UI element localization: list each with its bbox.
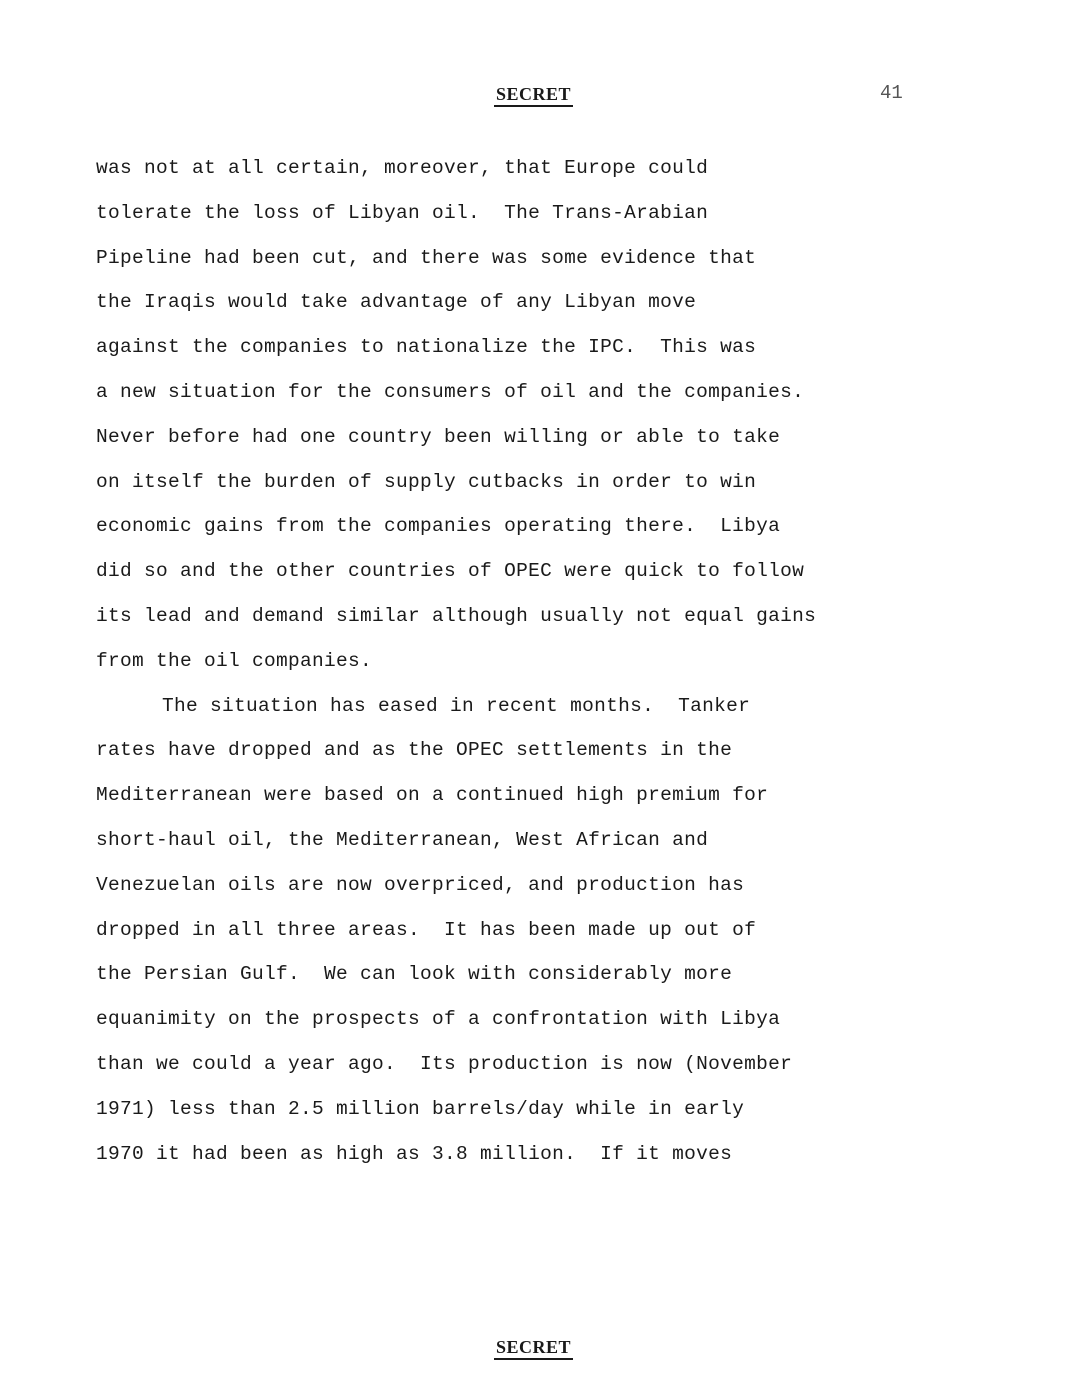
text-line: on itself the burden of supply cutbacks in order to win — [96, 470, 757, 493]
text-line: the Persian Gulf. We can look with considerably more — [96, 963, 733, 986]
page-number: 41 — [880, 82, 903, 104]
text-line: from the oil companies. — [96, 649, 373, 672]
text-line: did so and the other countries of OPEC were quick to follow — [96, 560, 805, 583]
text-line: the Iraqis would take advantage of any Libyan move — [96, 291, 697, 314]
text-line: short-haul oil, the Mediterranean, West African and — [96, 828, 709, 851]
text-line: Never before had one country been willing or able to take — [96, 425, 781, 448]
text-line: 1971) less than 2.5 million barrels/day while in early — [96, 1097, 745, 1120]
text-line: Mediterranean were based on a continued high premium for — [96, 784, 769, 807]
text-line: than we could a year ago. Its production is now (November — [96, 1052, 793, 1075]
paragraph-1 — [96, 146, 926, 684]
footer-classification-label: SECRET — [494, 1337, 573, 1360]
document-body — [96, 146, 926, 1176]
text-line: against the companies to nationalize the IPC. This was — [96, 336, 757, 359]
text-line: dropped in all three areas. It has been made up out of — [96, 918, 757, 941]
header-classification-label: SECRET — [494, 84, 573, 107]
text-line: was not at all certain, moreover, that Europe could — [96, 157, 709, 179]
text-line: its lead and demand similar although usually not equal gains — [96, 604, 817, 627]
text-line: 1970 it had been as high as 3.8 million. If it moves — [96, 1142, 733, 1165]
footer-classification — [0, 1337, 1067, 1358]
text-line: tolerate the loss of Libyan oil. The Trans-Arabian — [96, 201, 709, 224]
text-line: a new situation for the consumers of oil and the companies. — [96, 380, 805, 403]
text-line: equanimity on the prospects of a confrontation with Libya — [96, 1008, 781, 1031]
text-line: rates have dropped and as the OPEC settlements in the — [96, 739, 733, 762]
paragraph-2 — [96, 684, 926, 1177]
text-line: economic gains from the companies operating there. Libya — [96, 515, 781, 538]
text-line: The situation has eased in recent months. Tanker — [162, 694, 751, 717]
text-line: Venezuelan oils are now overpriced, and production has — [96, 873, 745, 896]
text-line: Pipeline had been cut, and there was some evidence that — [96, 246, 757, 269]
header-classification — [0, 84, 1067, 105]
